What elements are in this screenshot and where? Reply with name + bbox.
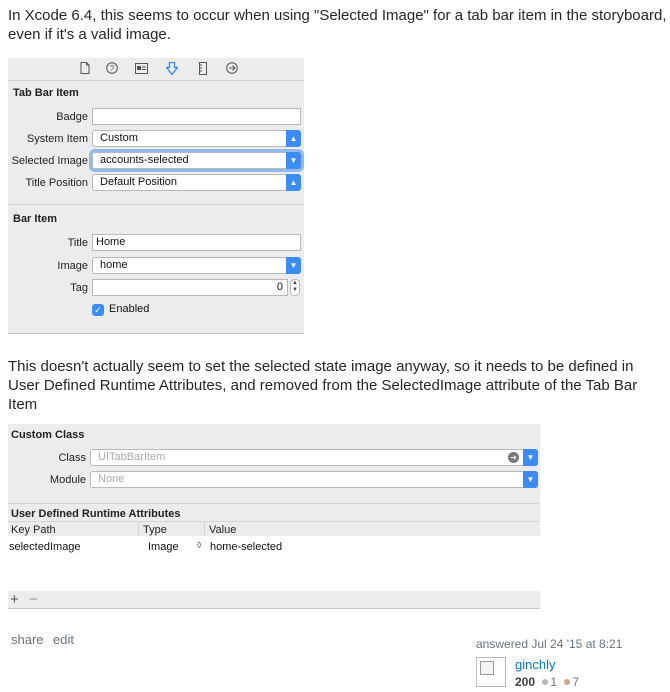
user-name-link[interactable]: ginchly [515,657,556,672]
identity-inspector [8,424,540,609]
column-header-type[interactable]: Type [143,524,167,536]
silver-badge-icon [542,679,548,685]
image-value: home [100,259,128,271]
answer-paragraph-2: This doesn't actually seem to set the selected state image anyway, so it needs to be defined in User Defined Runtime Attributes, and removed from the SelectedImage attribute of the Tab Bar Item [8,358,638,413]
runtime-attributes-section-title: User Defined Runtime Attributes [11,508,181,520]
badge-field[interactable] [92,108,301,125]
module-label: Module [49,474,86,486]
share-link[interactable]: share [11,632,44,647]
chevron-down-icon[interactable]: ▼ [286,257,301,274]
section-divider [8,204,304,205]
class-label: Class [58,452,86,464]
file-icon[interactable] [78,61,92,75]
class-placeholder: UITabBarItem [98,451,166,463]
module-combo[interactable] [90,471,538,488]
tab-bar-item-section-title: Tab Bar Item [13,87,79,99]
module-placeholder: None [98,473,125,485]
tag-label: Tag [70,282,88,294]
image-label: Image [57,260,88,272]
system-item-value: Custom [100,132,138,144]
column-header-key-path[interactable]: Key Path [11,524,56,536]
bronze-badge-icon [564,679,570,685]
title-label: Title [67,237,88,249]
badge-label: Badge [56,111,88,123]
chevron-updown-icon: ▲ [286,130,301,147]
title-position-label: Title Position [25,177,88,189]
title-position-value: Default Position [100,176,178,188]
help-icon[interactable] [105,61,119,75]
column-separator [204,522,205,536]
title-field[interactable]: Home [92,234,301,251]
runtime-attributes-table [8,536,540,591]
add-attribute-button[interactable]: + [10,591,19,608]
tag-field[interactable]: 0 [92,279,288,296]
custom-class-section-title: Custom Class [11,429,85,441]
table-row[interactable] [8,539,540,555]
title-position-popup[interactable] [92,174,301,191]
identity-icon[interactable] [134,61,148,75]
inspector-toolbar [8,58,304,81]
attributes-icon[interactable] [165,61,179,75]
answered-timestamp: answered Jul 24 '15 at 8:21 [476,637,623,651]
chevron-down-icon[interactable]: ▼ [523,449,538,466]
bar-item-section-title: Bar Item [13,213,58,225]
selected-image-combo[interactable] [92,152,301,169]
connections-icon[interactable] [225,61,239,75]
avatar[interactable] [476,657,506,687]
attributes-inspector [8,58,304,334]
class-combo[interactable] [90,449,538,466]
type-cell: Image [148,541,179,553]
enabled-checkbox[interactable]: ✓ [92,304,104,316]
image-combo[interactable] [92,257,301,274]
value-cell: home-selected [210,541,283,553]
reputation-summary [515,675,579,689]
silver-badge-count: 1 [550,675,558,689]
reputation-score: 200 [515,675,536,689]
chevron-down-icon[interactable]: ▼ [523,471,538,488]
section-divider [8,503,540,504]
size-icon[interactable] [196,61,210,75]
key-path-cell: selectedImage [9,541,81,553]
remove-attribute-button[interactable]: − [29,591,38,608]
edit-link[interactable]: edit [53,632,74,647]
header-divider [8,521,540,522]
chevron-down-icon[interactable]: ▼ [286,152,301,169]
selected-image-value: accounts-selected [100,154,189,166]
tag-stepper[interactable]: ▲ ▼ [290,279,300,296]
system-item-label: System Item [26,133,88,145]
user-info-card [476,637,666,689]
chevron-updown-icon: ▲ [286,174,301,191]
svg-text:?: ? [109,64,115,73]
system-item-popup[interactable] [92,130,301,147]
type-updown-icon[interactable]: ◊ [197,540,202,550]
selected-image-label: Selected Image [11,155,88,167]
answer-paragraph-1: In Xcode 6.4, this seems to occur when using "Selected Image" for a tab bar item in the storyboard, even if it's a valid image. [8,7,667,43]
column-separator [138,522,139,536]
navigate-arrow-icon[interactable]: ➜ [508,452,519,463]
bronze-badge-count: 7 [572,675,580,689]
column-header-value[interactable]: Value [209,524,237,536]
enabled-label: Enabled [109,303,150,315]
